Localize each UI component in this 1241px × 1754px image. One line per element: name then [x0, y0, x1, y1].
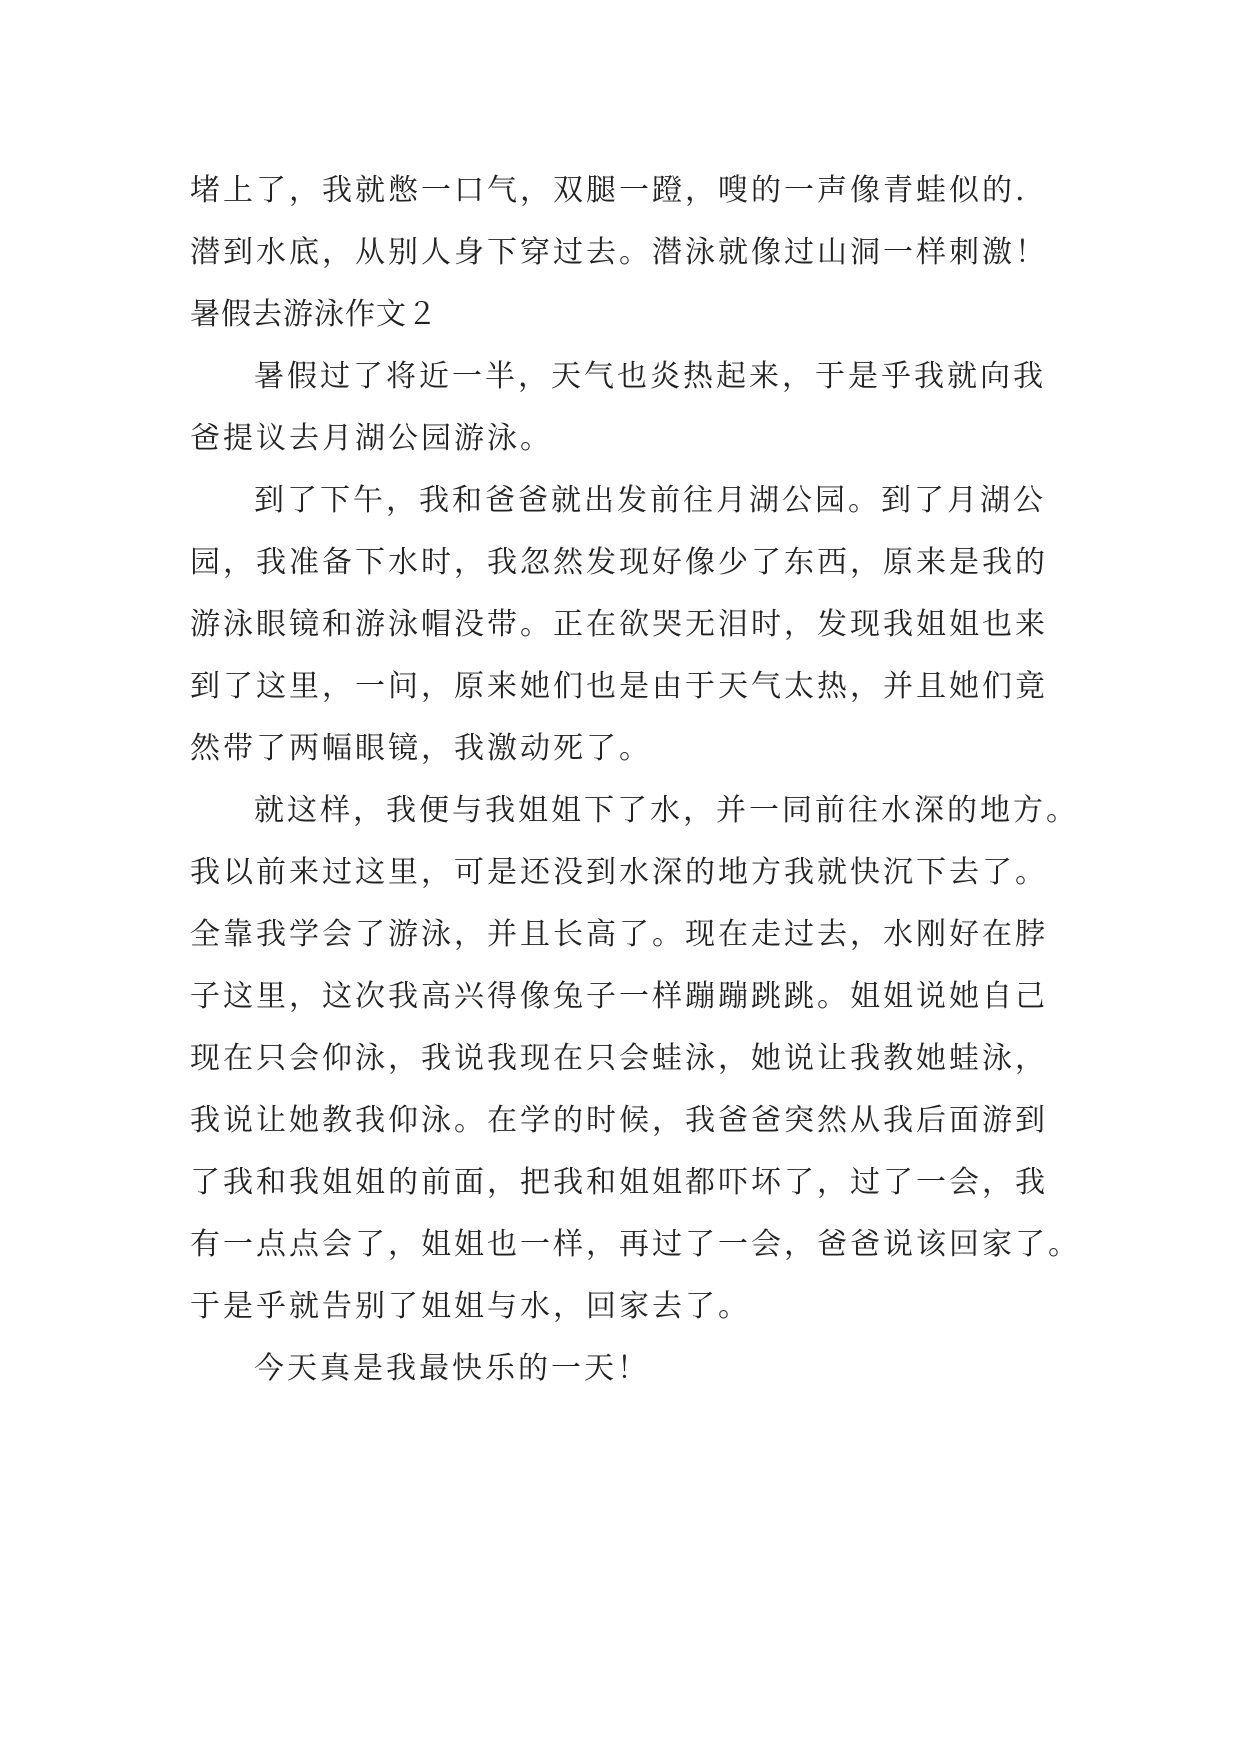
paragraph-first-line: 就这样，我便与我姐姐下了水，并一同前往水深的地方。	[254, 793, 1079, 828]
paragraph-first-line: 暑假过了将近一半，天气也炎热起来，于是乎我就向我	[254, 359, 1046, 394]
essay-body	[190, 160, 1081, 1400]
text-line: 园，我准备下水时，我忽然发现好像少了东西，原来是我的	[190, 545, 1048, 580]
text-line: 然带了两幅眼镜，我激动死了。	[190, 731, 652, 766]
text-line: 全靠我学会了游泳，并且长高了。现在走过去，水刚好在脖	[190, 917, 1048, 952]
text-line: 爸提议去月湖公园游泳。	[190, 421, 553, 456]
text-line: 我说让她教我仰泳。在学的时候，我爸爸突然从我后面游到	[190, 1103, 1048, 1138]
text-line: 有一点点会了，姐姐也一样，再过了一会，爸爸说该回家了。	[190, 1227, 1081, 1262]
text-line: 到了这里，一问，原来她们也是由于天气太热，并且她们竟	[190, 669, 1048, 704]
text-line: 堵上了，我就憋一口气，双腿一蹬，嗖的一声像青蛙似的.	[190, 173, 1028, 208]
text-line: 现在只会仰泳，我说我现在只会蛙泳，她说让我教她蛙泳，	[190, 1041, 1048, 1076]
text-line: 潜到水底，从别人身下穿过去。潜泳就像过山洞一样刺激！	[190, 235, 1048, 270]
text-line: 我以前来过这里，可是还没到水深的地方我就快沉下去了。	[190, 855, 1048, 890]
paragraph-first-line: 今天真是我最快乐的一天！	[254, 1351, 650, 1386]
text-line: 子这里，这次我高兴得像兔子一样蹦蹦跳跳。姐姐说她自己	[190, 979, 1048, 1014]
paragraph-first-line: 到了下午，我和爸爸就出发前往月湖公园。到了月湖公	[254, 483, 1046, 518]
text-line: 游泳眼镜和游泳帽没带。正在欲哭无泪时，发现我姐姐也来	[190, 607, 1048, 642]
text-line: 于是乎就告别了姐姐与水，回家去了。	[190, 1289, 751, 1324]
text-line: 了我和我姐姐的前面，把我和姐姐都吓坏了，过了一会，我	[190, 1165, 1048, 1200]
section-heading: 暑假去游泳作文２	[190, 297, 438, 332]
